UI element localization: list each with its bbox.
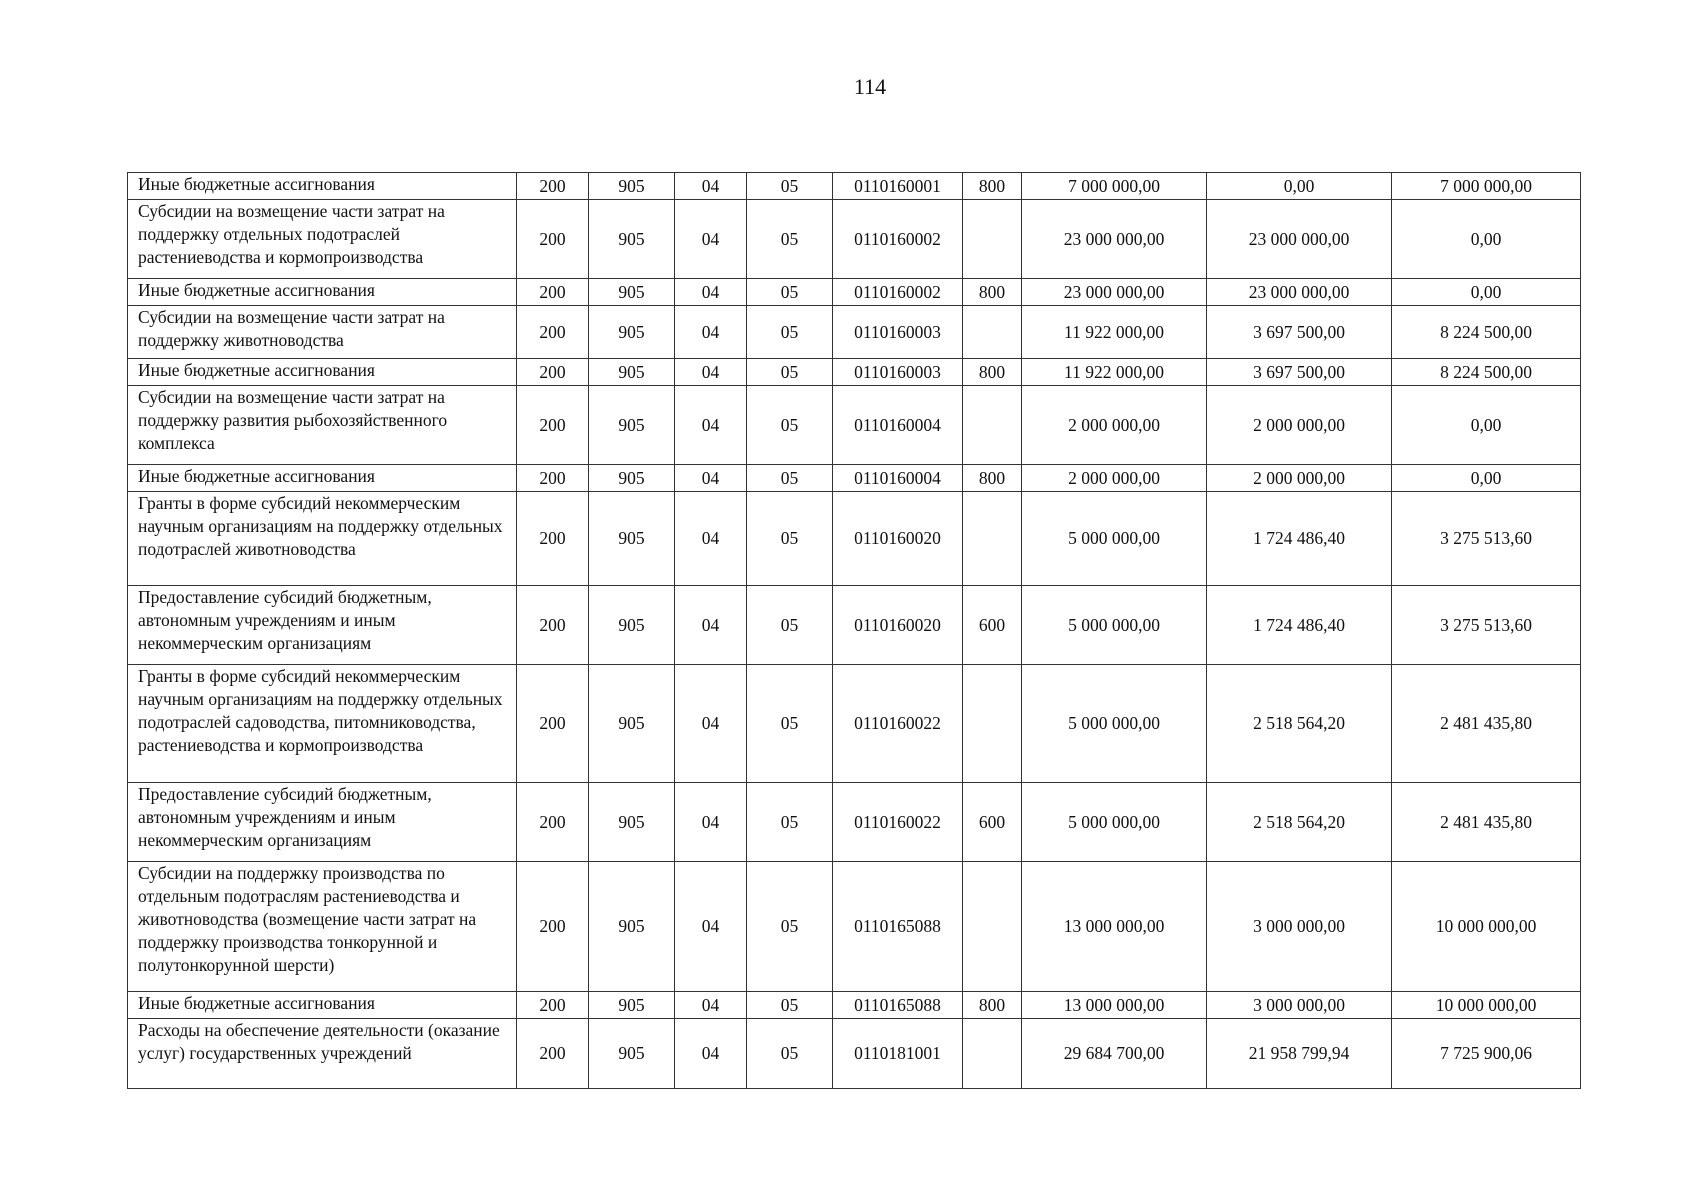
cell-subsection: 05 <box>747 1019 833 1089</box>
cell-plan: 11 922 000,00 <box>1022 359 1207 386</box>
cell-name: Предоставление субсидий бюджетным, автономным учреждениям и иным некоммерческим организациям <box>128 586 517 665</box>
cell-plan: 23 000 000,00 <box>1022 200 1207 279</box>
cell-code: 200 <box>517 306 589 359</box>
cell-executed: 23 000 000,00 <box>1207 279 1392 306</box>
cell-type: 800 <box>963 359 1022 386</box>
cell-remainder: 2 481 435,80 <box>1392 783 1581 862</box>
table-row <box>128 665 1581 783</box>
cell-type <box>963 386 1022 465</box>
table-row <box>128 173 1581 200</box>
cell-target: 0110160002 <box>833 279 963 306</box>
cell-ministry: 905 <box>589 279 675 306</box>
cell-code: 200 <box>517 359 589 386</box>
cell-plan: 23 000 000,00 <box>1022 279 1207 306</box>
cell-section: 04 <box>675 359 747 386</box>
cell-executed: 23 000 000,00 <box>1207 200 1392 279</box>
cell-ministry: 905 <box>589 359 675 386</box>
table-row <box>128 465 1581 492</box>
cell-target: 0110160003 <box>833 359 963 386</box>
table-row <box>128 783 1581 862</box>
cell-subsection: 05 <box>747 783 833 862</box>
cell-name: Иные бюджетные ассигнования <box>128 173 517 200</box>
table-row <box>128 386 1581 465</box>
cell-remainder: 2 481 435,80 <box>1392 665 1581 783</box>
cell-plan: 29 684 700,00 <box>1022 1019 1207 1089</box>
cell-subsection: 05 <box>747 386 833 465</box>
cell-target: 0110160001 <box>833 173 963 200</box>
cell-section: 04 <box>675 279 747 306</box>
cell-target: 0110160003 <box>833 306 963 359</box>
cell-type: 800 <box>963 992 1022 1019</box>
cell-code: 200 <box>517 200 589 279</box>
cell-ministry: 905 <box>589 665 675 783</box>
cell-code: 200 <box>517 173 589 200</box>
table-row <box>128 1019 1581 1089</box>
table-row <box>128 492 1581 586</box>
cell-plan: 5 000 000,00 <box>1022 783 1207 862</box>
cell-target: 0110160004 <box>833 465 963 492</box>
cell-ministry: 905 <box>589 1019 675 1089</box>
cell-plan: 13 000 000,00 <box>1022 862 1207 992</box>
cell-section: 04 <box>675 992 747 1019</box>
cell-type: 800 <box>963 465 1022 492</box>
cell-remainder: 0,00 <box>1392 200 1581 279</box>
cell-executed: 2 518 564,20 <box>1207 783 1392 862</box>
cell-ministry: 905 <box>589 586 675 665</box>
table-row <box>128 200 1581 279</box>
cell-name: Расходы на обеспечение деятельности (оказание услуг) государственных учреждений <box>128 1019 517 1089</box>
cell-section: 04 <box>675 783 747 862</box>
cell-type <box>963 306 1022 359</box>
cell-executed: 21 958 799,94 <box>1207 1019 1392 1089</box>
cell-remainder: 3 275 513,60 <box>1392 492 1581 586</box>
cell-section: 04 <box>675 465 747 492</box>
cell-section: 04 <box>675 492 747 586</box>
cell-type: 600 <box>963 586 1022 665</box>
cell-executed: 2 518 564,20 <box>1207 665 1392 783</box>
cell-ministry: 905 <box>589 492 675 586</box>
cell-target: 0110181001 <box>833 1019 963 1089</box>
cell-ministry: 905 <box>589 200 675 279</box>
table-row <box>128 306 1581 359</box>
cell-ministry: 905 <box>589 465 675 492</box>
cell-subsection: 05 <box>747 306 833 359</box>
cell-section: 04 <box>675 306 747 359</box>
budget-table <box>127 172 1581 1089</box>
cell-target: 0110165088 <box>833 992 963 1019</box>
cell-remainder: 7 725 900,06 <box>1392 1019 1581 1089</box>
cell-subsection: 05 <box>747 200 833 279</box>
cell-subsection: 05 <box>747 665 833 783</box>
cell-code: 200 <box>517 1019 589 1089</box>
cell-executed: 2 000 000,00 <box>1207 465 1392 492</box>
cell-target: 0110160022 <box>833 783 963 862</box>
cell-code: 200 <box>517 783 589 862</box>
cell-remainder: 0,00 <box>1392 279 1581 306</box>
cell-type <box>963 862 1022 992</box>
cell-name: Иные бюджетные ассигнования <box>128 992 517 1019</box>
cell-target: 0110160022 <box>833 665 963 783</box>
cell-ministry: 905 <box>589 306 675 359</box>
cell-plan: 2 000 000,00 <box>1022 465 1207 492</box>
cell-subsection: 05 <box>747 359 833 386</box>
cell-name: Иные бюджетные ассигнования <box>128 279 517 306</box>
cell-subsection: 05 <box>747 992 833 1019</box>
cell-section: 04 <box>675 1019 747 1089</box>
cell-subsection: 05 <box>747 279 833 306</box>
cell-type: 600 <box>963 783 1022 862</box>
cell-plan: 7 000 000,00 <box>1022 173 1207 200</box>
cell-code: 200 <box>517 665 589 783</box>
cell-plan: 11 922 000,00 <box>1022 306 1207 359</box>
cell-type: 800 <box>963 173 1022 200</box>
cell-name: Иные бюджетные ассигнования <box>128 359 517 386</box>
table-row <box>128 992 1581 1019</box>
cell-type <box>963 665 1022 783</box>
cell-executed: 3 000 000,00 <box>1207 992 1392 1019</box>
cell-name: Иные бюджетные ассигнования <box>128 465 517 492</box>
cell-name: Предоставление субсидий бюджетным, автономным учреждениям и иным некоммерческим организациям <box>128 783 517 862</box>
cell-name: Субсидии на возмещение части затрат на поддержку животноводства <box>128 306 517 359</box>
cell-code: 200 <box>517 586 589 665</box>
cell-section: 04 <box>675 586 747 665</box>
cell-name: Гранты в форме субсидий некоммерческим научным организациям на поддержку отдельных подотраслей животноводства <box>128 492 517 586</box>
cell-code: 200 <box>517 465 589 492</box>
cell-subsection: 05 <box>747 173 833 200</box>
cell-name: Субсидии на возмещение части затрат на поддержку развития рыбохозяйственного комплекса <box>128 386 517 465</box>
cell-name: Гранты в форме субсидий некоммерческим научным организациям на поддержку отдельных подотраслей садоводства, питомниководства, растениеводства и кормопроизводства <box>128 665 517 783</box>
table-row <box>128 586 1581 665</box>
cell-executed: 3 000 000,00 <box>1207 862 1392 992</box>
cell-remainder: 0,00 <box>1392 465 1581 492</box>
cell-name: Субсидии на возмещение части затрат на поддержку отдельных подотраслей растениеводства и кормопроизводства <box>128 200 517 279</box>
cell-code: 200 <box>517 992 589 1019</box>
cell-name: Субсидии на поддержку производства по отдельным подотраслям растениеводства и животноводства (возмещение части затрат на поддержку производства тонкорунной и полутонкорунной шерсти) <box>128 862 517 992</box>
cell-remainder: 10 000 000,00 <box>1392 992 1581 1019</box>
cell-target: 0110160020 <box>833 586 963 665</box>
cell-subsection: 05 <box>747 586 833 665</box>
cell-section: 04 <box>675 173 747 200</box>
cell-remainder: 0,00 <box>1392 386 1581 465</box>
cell-executed: 3 697 500,00 <box>1207 359 1392 386</box>
cell-executed: 2 000 000,00 <box>1207 386 1392 465</box>
cell-ministry: 905 <box>589 783 675 862</box>
cell-plan: 5 000 000,00 <box>1022 586 1207 665</box>
cell-subsection: 05 <box>747 862 833 992</box>
cell-executed: 0,00 <box>1207 173 1392 200</box>
table-row <box>128 359 1581 386</box>
table-row <box>128 279 1581 306</box>
cell-type <box>963 1019 1022 1089</box>
cell-target: 0110160020 <box>833 492 963 586</box>
cell-subsection: 05 <box>747 492 833 586</box>
cell-code: 200 <box>517 386 589 465</box>
cell-target: 0110160002 <box>833 200 963 279</box>
cell-code: 200 <box>517 279 589 306</box>
cell-section: 04 <box>675 665 747 783</box>
cell-remainder: 3 275 513,60 <box>1392 586 1581 665</box>
table-row <box>128 862 1581 992</box>
budget-table-body <box>128 173 1581 1089</box>
cell-section: 04 <box>675 862 747 992</box>
cell-ministry: 905 <box>589 862 675 992</box>
cell-code: 200 <box>517 862 589 992</box>
cell-type <box>963 200 1022 279</box>
cell-ministry: 905 <box>589 992 675 1019</box>
cell-remainder: 8 224 500,00 <box>1392 306 1581 359</box>
cell-plan: 13 000 000,00 <box>1022 992 1207 1019</box>
cell-subsection: 05 <box>747 465 833 492</box>
cell-type <box>963 492 1022 586</box>
cell-code: 200 <box>517 492 589 586</box>
cell-ministry: 905 <box>589 173 675 200</box>
page-number: 114 <box>853 74 887 99</box>
cell-remainder: 7 000 000,00 <box>1392 173 1581 200</box>
cell-remainder: 10 000 000,00 <box>1392 862 1581 992</box>
cell-plan: 2 000 000,00 <box>1022 386 1207 465</box>
cell-remainder: 8 224 500,00 <box>1392 359 1581 386</box>
cell-section: 04 <box>675 200 747 279</box>
cell-executed: 3 697 500,00 <box>1207 306 1392 359</box>
cell-target: 0110160004 <box>833 386 963 465</box>
cell-plan: 5 000 000,00 <box>1022 665 1207 783</box>
cell-section: 04 <box>675 386 747 465</box>
cell-executed: 1 724 486,40 <box>1207 492 1392 586</box>
cell-type: 800 <box>963 279 1022 306</box>
cell-target: 0110165088 <box>833 862 963 992</box>
cell-plan: 5 000 000,00 <box>1022 492 1207 586</box>
cell-executed: 1 724 486,40 <box>1207 586 1392 665</box>
cell-ministry: 905 <box>589 386 675 465</box>
